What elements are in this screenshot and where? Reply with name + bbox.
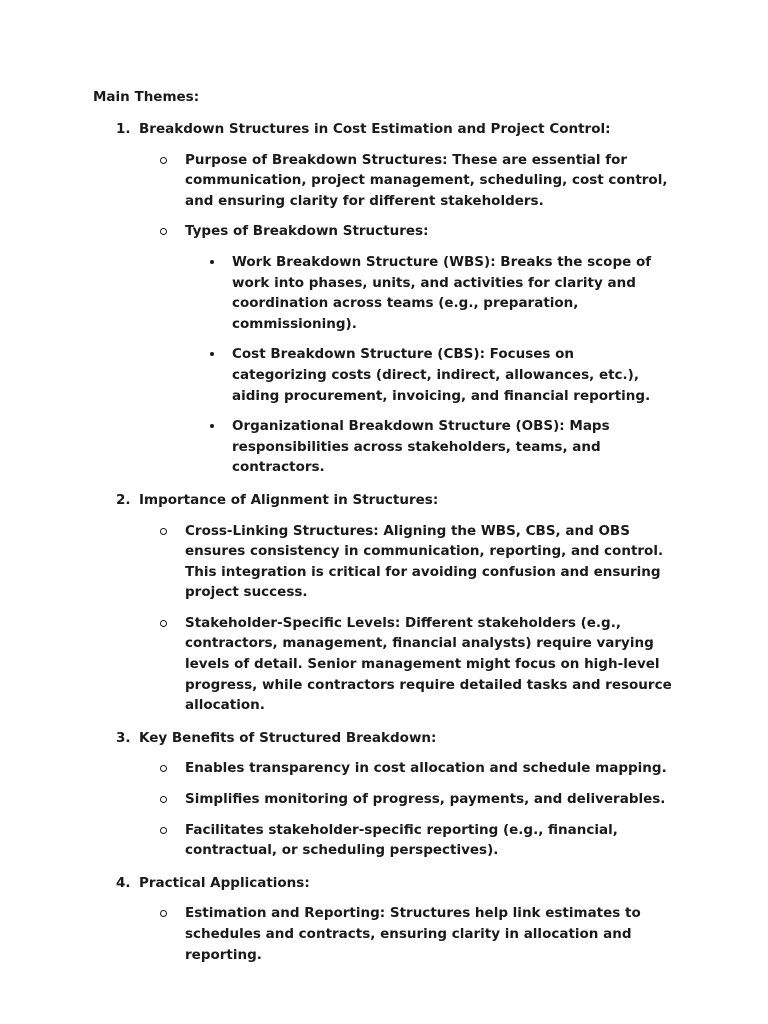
nested-list-item [185, 416, 672, 478]
nested-list-item [185, 344, 672, 406]
solid-bullet-icon [210, 260, 214, 264]
list-item-text: Estimation and Reporting: Structures help link estimates to schedules and contracts, ensuring clarity in allocation and reporting. [185, 905, 641, 963]
hollow-bullet-icon [160, 765, 167, 772]
theme-subitems [139, 150, 768, 478]
list-item [139, 758, 675, 779]
list-item [139, 903, 675, 965]
nested-list-item-text: Cost Breakdown Structure (CBS): Focuses on categorizing costs (direct, indirect, allowances, etc.), aiding procurement, invoicing, and financial reporting. [232, 346, 651, 404]
nested-list-item-text: Work Breakdown Structure (WBS): Breaks the scope of work into phases, units, and activities for clarity and coordination across teams (e.g., preparation, commissioning). [232, 253, 652, 332]
list-item-text: Types of Breakdown Structures: [185, 223, 429, 240]
themes-list [0, 119, 768, 977]
list-item-text: Purpose of Breakdown Structures: These are essential for communication, project management, scheduling, cost control, and ensuring clarity for different stakeholders. [185, 151, 668, 209]
hollow-bullet-icon [160, 620, 167, 627]
theme-item [0, 119, 768, 478]
hollow-bullet-icon [160, 910, 167, 917]
hollow-bullet-icon [160, 796, 167, 803]
theme-number: 2. [116, 491, 131, 508]
solid-bullet-icon [210, 352, 214, 356]
hollow-bullet-icon [160, 228, 167, 235]
theme-title: Breakdown Structures in Cost Estimation and Project Control: [139, 121, 611, 137]
list-item-text: Cross-Linking Structures: Aligning the WBS, CBS, and OBS ensures consistency in communication, reporting, and control. This integration is critical for avoiding confusion and ensuring project success. [185, 522, 664, 601]
theme-title: Key Benefits of Structured Breakdown: [139, 729, 437, 746]
hollow-bullet-icon [160, 528, 167, 535]
theme-title: Practical Applications: [139, 874, 310, 891]
theme-item [0, 728, 768, 861]
nested-list-item-text: Organizational Breakdown Structure (OBS): Maps responsibilities across stakeholders, teams, and contractors. [232, 418, 610, 476]
theme-item [0, 873, 768, 965]
list-item-text: Stakeholder-Specific Levels: Different stakeholders (e.g., contractors, management, financial analysts) require varying levels of detail. Senior management might focus on high-level progress, while contractors require detailed tasks and resource allocation. [185, 614, 672, 714]
list-item-text: Facilitates stakeholder-specific reporting (e.g., financial, contractual, or scheduling perspectives). [185, 821, 618, 859]
list-item [139, 221, 675, 478]
nested-list [185, 252, 675, 478]
theme-subitems [139, 903, 768, 965]
main-themes-heading: Main Themes: [93, 89, 200, 105]
list-item [139, 820, 675, 861]
theme-number: 3. [116, 729, 131, 746]
list-item [139, 150, 675, 212]
theme-item [0, 490, 768, 716]
list-item [139, 521, 675, 603]
list-item [139, 789, 675, 810]
list-item [139, 613, 675, 716]
theme-number: 1. [116, 121, 131, 137]
hollow-bullet-icon [160, 157, 167, 164]
theme-title: Importance of Alignment in Structures: [139, 491, 439, 508]
nested-list-item [185, 252, 672, 334]
theme-subitems [139, 521, 768, 716]
theme-subitems [139, 758, 768, 860]
hollow-bullet-icon [160, 827, 167, 834]
list-item-text: Enables transparency in cost allocation and schedule mapping. [185, 760, 667, 777]
solid-bullet-icon [210, 424, 214, 428]
theme-number: 4. [116, 874, 131, 891]
list-item-text: Simplifies monitoring of progress, payments, and deliverables. [185, 791, 666, 808]
